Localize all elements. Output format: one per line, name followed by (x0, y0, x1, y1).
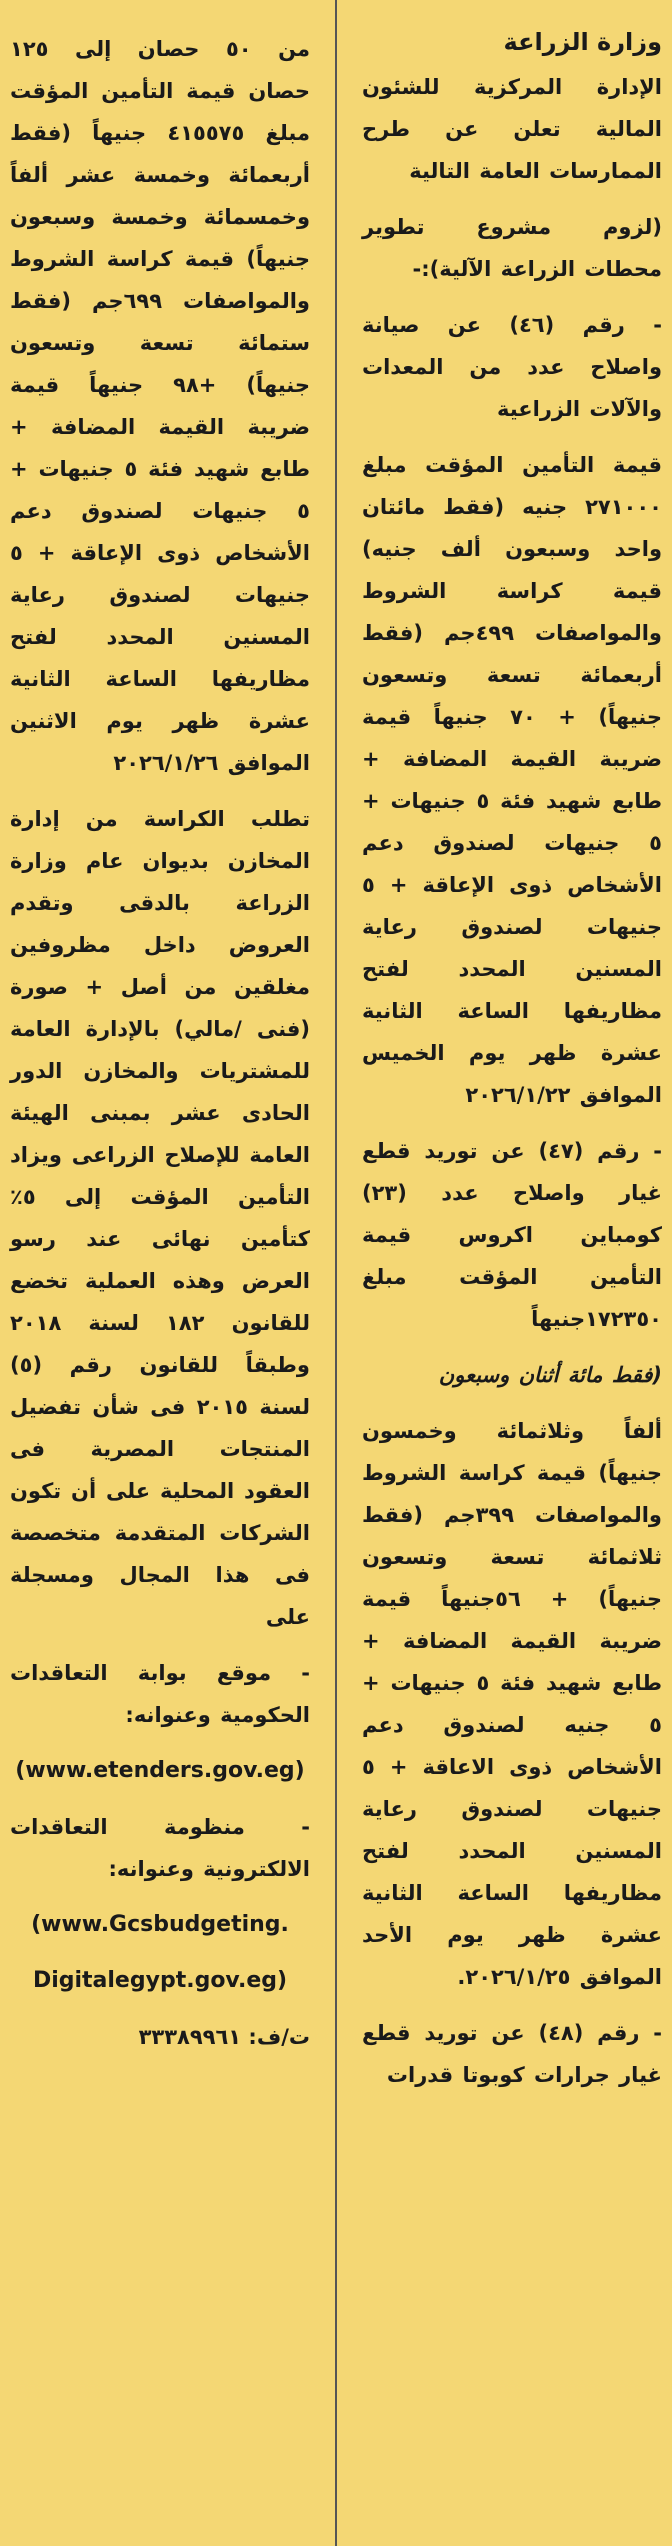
item-46-details: قيمة التأمين المؤقت مبلغ ٢٧١٠٠٠ جنيه (فقط مائتان واحد وسبعون ألف جنيه) قيمة كراسة الشروط والمواصفات ٤٩٩جم (فقط أربعمائة تسعة وتسعون جنيهاً) + ٧٠ جنيهاً قيمة ضريبة القيمة المضافة + طابع شهيد فئة ٥ جنيهات + ٥ جنيهات لصندوق دعم الأشخاص ذوى الإعاقة + ٥ جنيهات لصندوق رعاية المسنين المحدد لفتح مظاريفها الساعة الثانية عشرة ظهر يوم الخميس الموافق ٢٠٢٦/١/٢٢ (362, 453, 662, 1107)
item-47-details: ألفاً وثلاثمائة وخمسون جنيهاً) قيمة كراسة الشروط والمواصفات ٣٩٩جم (فقط ثلاثمائة تسعة وتسعون جنيهاً) + ٥٦جنيهاً قيمة ضريبة القيمة المضافة + طابع شهيد فئة ٥ جنيهات + ٥ جنيه لصندوق دعم الأشخاص ذوى الاعاقة + ٥ جنيهات لصندوق رعاية المسنين المحدد لفتح مظاريفها الساعة الثانية عشرة ظهر يوم الأحد الموافق ٢٠٢٦/١/٢٥. (362, 1419, 662, 1989)
gcsbudgeting-url-part1[interactable]: (www.Gcsbudgeting. (31, 1912, 289, 1937)
item-47: - رقم (٤٧) عن توريد قطع غيار واصلاح عدد (٢٣) كومباين اكروس قيمة التأمين المؤقت مبلغ ١٧٢٣٥٠جنيهاً (362, 1139, 662, 1331)
phone-fax: ت/ف: ٣٣٣٨٩٩٦١ (138, 2025, 310, 2049)
item-47-italic: (فقط مائة أثنان وسبعون (438, 1363, 662, 1387)
right-column (352, 0, 672, 2546)
etenders-url[interactable]: (www.etenders.gov.eg) (15, 1758, 305, 1783)
project-line: (لزوم مشروع تطوير محطات الزراعة الآلية):- (362, 215, 662, 281)
instructions-paragraph: تطلب الكراسة من إدارة المخازن بديوان عام وزارة الزراعة بالدقى وتقدم العروض داخل مظروفين مغلقين من أصل + صورة (فنى /مالي) بالإدارة العامة للمشتريات والمخازن الدور الحادى عشر بمبنى الهيئة العامة للإصلاح الزراعى ويزاد التأمين المؤقت إلى ٥٪ كتأمين نهائى عند رسو العرض وهذه العملية تخضع للقانون ١٨٢ لسنة ٢٠١٨ وطبقاً للقانون رقم (٥) لسنة ٢٠١٥ فى شأن تفضيل المنتجات المصرية فى العقود المحلية على أن تكون الشركات المتقدمة متخصصة فى هذا المجال ومسجلة على (10, 807, 311, 1629)
ministry-title: وزارة الزراعة (503, 28, 662, 56)
portal-2-label: - منظومة التعاقدات الالكترونية وعنوانه: (10, 1815, 310, 1881)
item-48: - رقم (٤٨) عن توريد قطع غيار جرارات كوبوتا قدرات (362, 2021, 662, 2087)
gcsbudgeting-url-part2[interactable]: Digitalegypt.gov.eg) (32, 1968, 288, 1993)
item-46: - رقم (٤٦) عن صيانة واصلاح عدد من المعدات والآلات الزراعية (362, 313, 662, 421)
item-48-continued: من ٥٠ حصان إلى ١٢٥ حصان قيمة التأمين المؤقت مبلغ ٤١٥٥٧٥ جنيهاً (فقط أربعمائة وخمسة عشر ألفاً وخمسمائة وخمسة وسبعون جنيهاً) قيمة كراسة الشروط والمواصفات ٦٩٩جم (فقط ستمائة تسعة وتسعون جنيهاً) +٩٨ جنيهاً قيمة ضريبة القيمة المضافة + طابع شهيد فئة ٥ جنيهات + ٥ جنيهات لصندوق دعم الأشخاص ذوى الإعاقة + ٥ جنيهات لصندوق رعاية المسنين المحدد لفتح مظاريفها الساعة الثانية عشرة ظهر يوم الاثنين الموافق ٢٠٢٦/١/٢٦ (10, 37, 310, 775)
portal-1-label: - موقع بوابة التعاقدات الحكومية وعنوانه: (10, 1661, 310, 1727)
column-divider (335, 0, 337, 2546)
intro-paragraph: الإدارة المركزية للشئون المالية تعلن عن طرح الممارسات العامة التالية (362, 75, 662, 183)
left-column (0, 0, 320, 2546)
